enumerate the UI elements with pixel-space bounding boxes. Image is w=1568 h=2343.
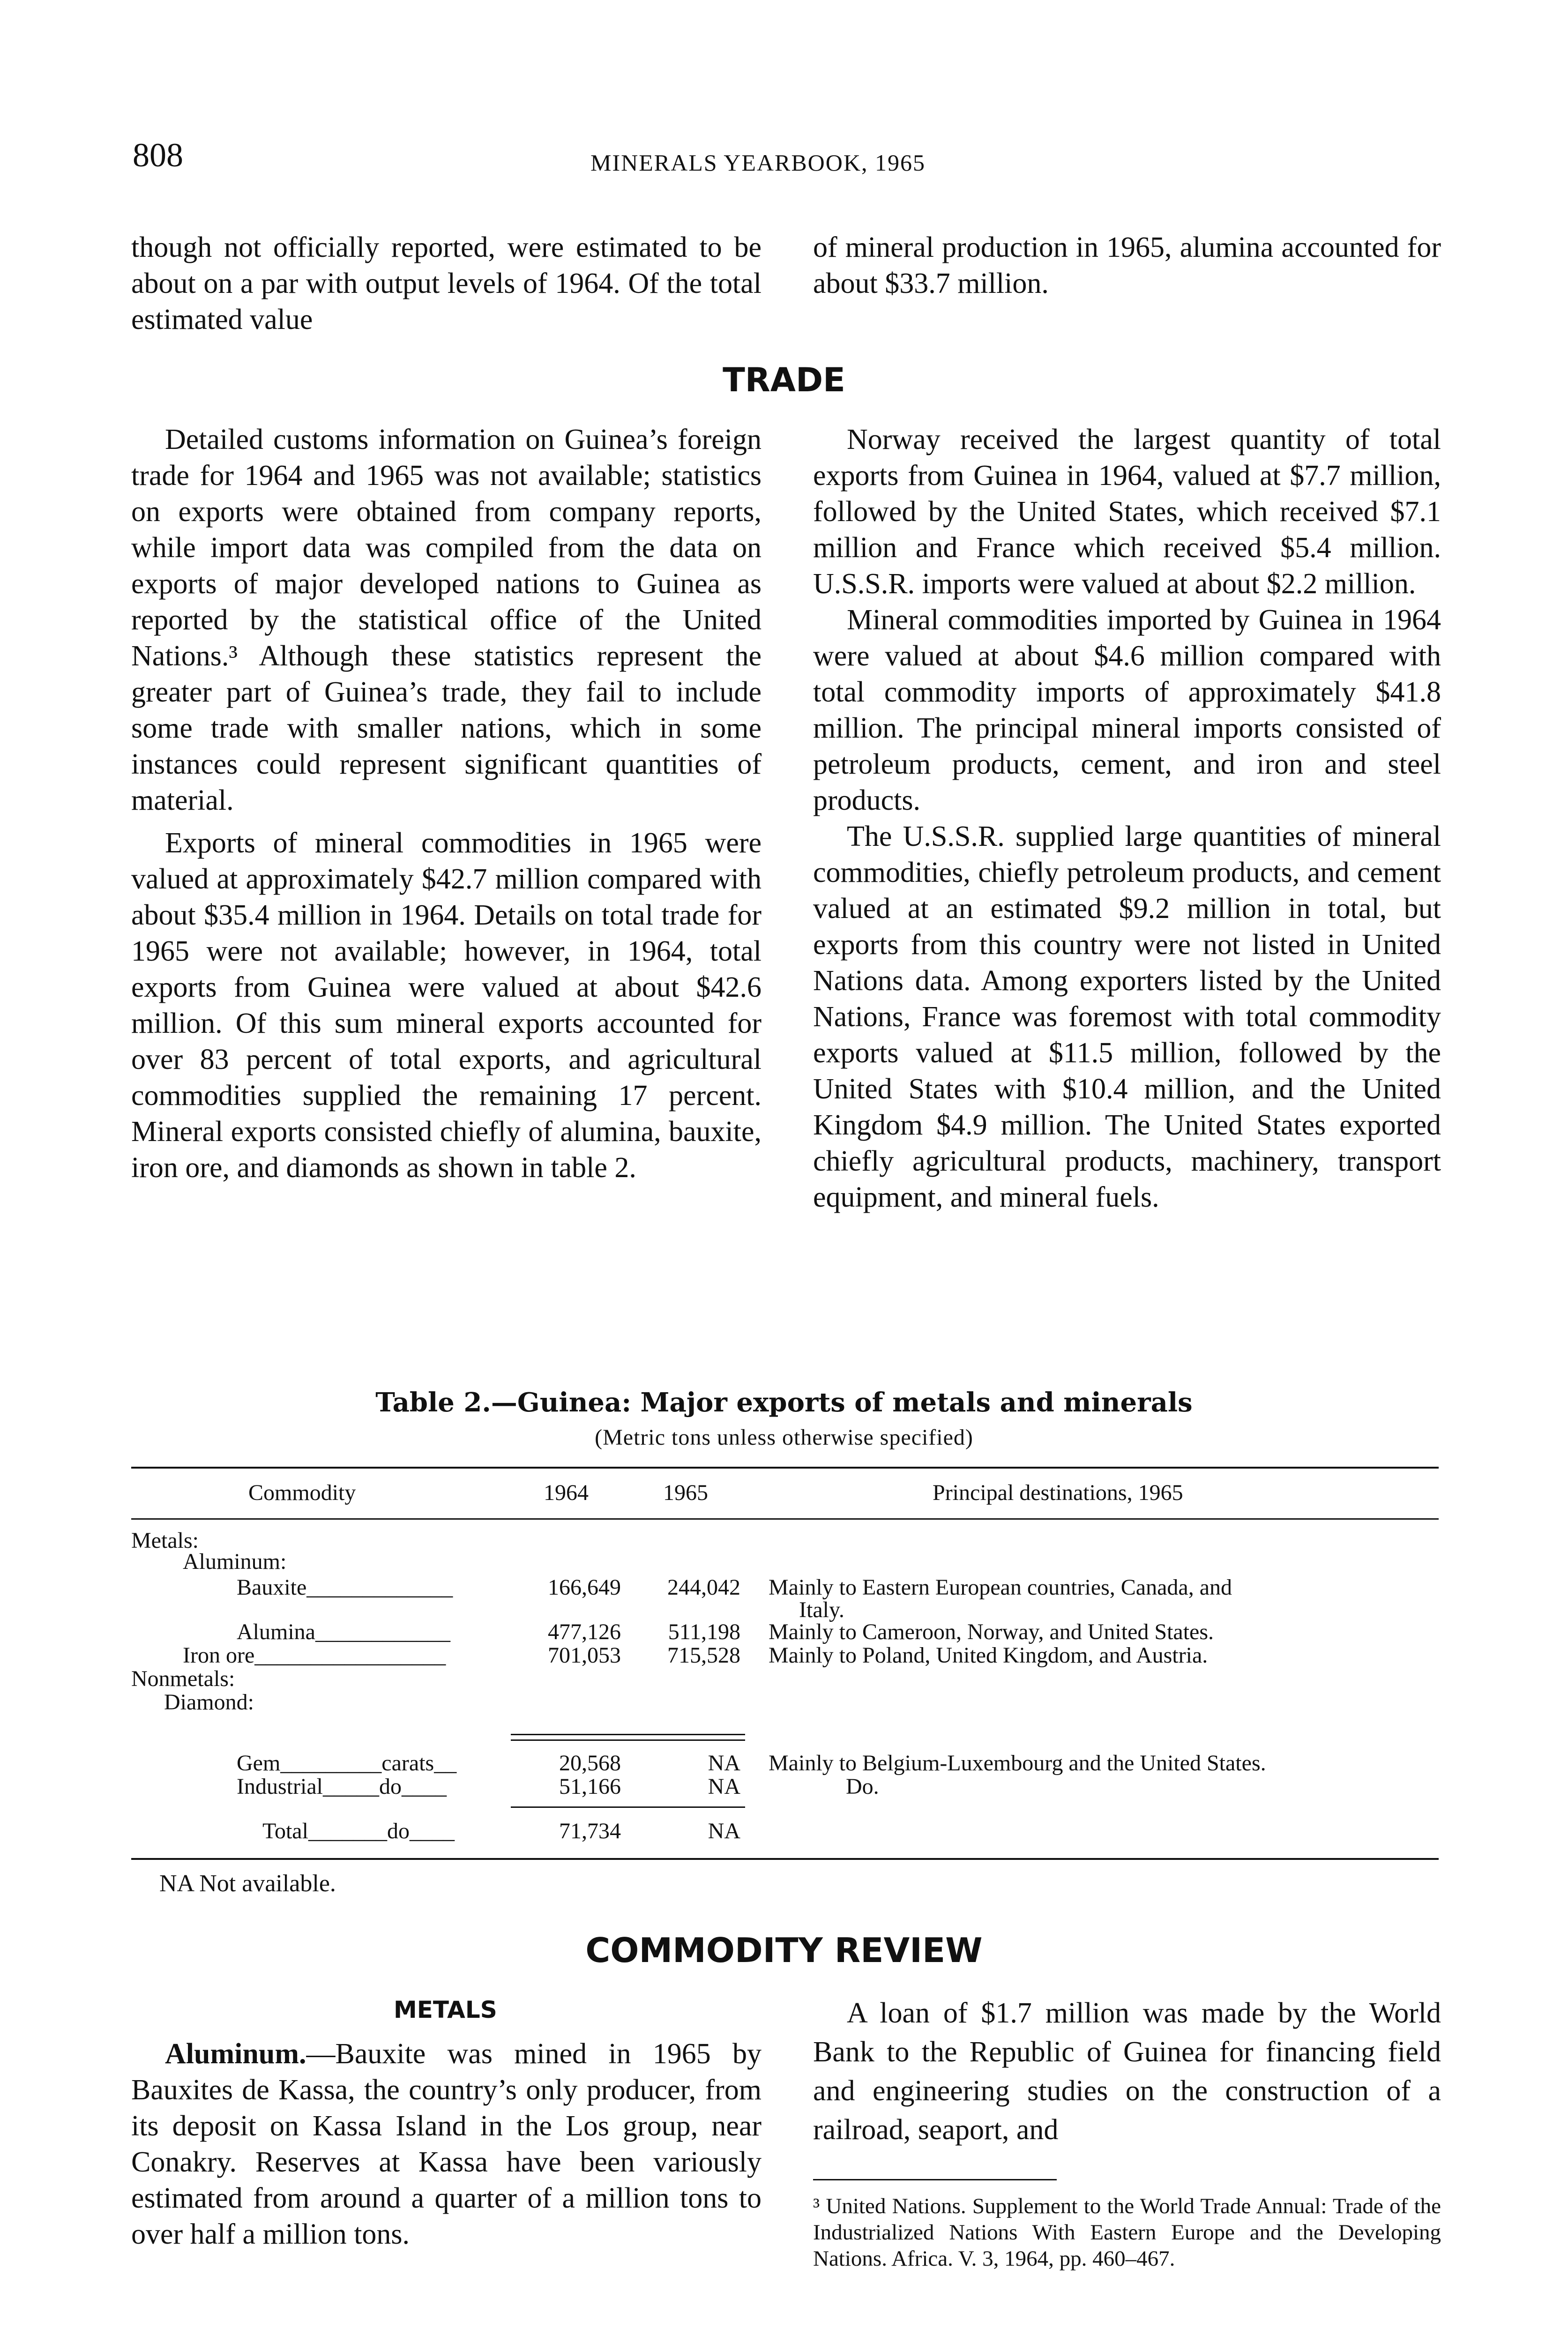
cell-gem-destination: Mainly to Belgium-Luxembourg and the United States. (769, 1751, 1266, 1776)
row-label-diamond: Diamond: (164, 1690, 254, 1715)
cell-iron-ore-destination: Mainly to Poland, United Kingdom, and Austria. (769, 1643, 1208, 1668)
cell-alumina-1965: 511,198 (668, 1619, 740, 1644)
trade-right-paragraph: Mineral commodities imported by Guinea in 1964 were valued at about $4.6 million compared with total commodity imports of approximately $41.8 million. The principal mineral imports consisted of petroleum products, cement, and iron and steel products. (813, 604, 1441, 816)
subtotal-rule (511, 1734, 745, 1735)
cell-bauxite-1964: 166,649 (548, 1575, 621, 1600)
cell-alumina-1964: 477,126 (548, 1619, 621, 1644)
trade-right-paragraph: The U.S.S.R. supplied large quantities of mineral commodities, chiefly petroleum products, and cement valued at an estimated $9.2 million in total, but exports from this country were not listed in United Nations data. Among exporters listed by the United Nations, France was foremost with total commodity exports valued at $11.5 million, followed by the United States with $10.4 million, and the United Kingdom $4.9 million. The United States exported chiefly agricultural products, machinery, transport equipment, and mineral fuels. (813, 821, 1441, 1213)
intro-right-text: of mineral production in 1965, alumina accounted for about $33.7 million. (813, 231, 1441, 299)
col-header-commodity: Commodity (248, 1480, 356, 1505)
cell-iron-ore-1965: 715,528 (667, 1643, 740, 1668)
trade-heading: TRADE (723, 361, 845, 399)
row-label-alumina: Alumina____________ (237, 1619, 450, 1644)
trade-right-paragraph: Norway received the largest quantity of total exports from Guinea in 1964, valued at $7.7 million, followed by the United States, which received $7.1 million and France which received $5.4 million. U.S.S.R. imports were valued at about $2.2 million. (813, 424, 1441, 600)
table-top-rule (131, 1467, 1439, 1469)
row-label-total: Total_______do____ (262, 1819, 455, 1843)
row-label-gem: Gem_________carats__ (237, 1751, 457, 1776)
footnote: ³ United Nations. Supplement to the World Trade Annual: Trade of the Industrialized Nations With Eastern Europe and the Developing Nations. Africa. V. 3, 1964, pp. 460–467. (813, 2194, 1441, 2271)
cell-gem-1964: 20,568 (559, 1751, 621, 1776)
page-number: 808 (133, 136, 183, 174)
aluminum-lead: Aluminum. (165, 2038, 306, 2070)
cell-total-1964: 71,734 (559, 1819, 621, 1843)
total-rule (511, 1806, 745, 1808)
row-label-metals: Metals: (131, 1528, 199, 1553)
trade-left-column (131, 422, 762, 1186)
aluminum-text: —Bauxite was mined in 1965 by Bauxites de Kassa, the country’s only producer, from its deposit on Kassa Island in the Los group, near Conakry. Reserves at Kassa have been variously estimated from around a quarter of a million tons to over half a million tons. (131, 2038, 762, 2250)
metals-subheading: METALS (394, 1996, 497, 2023)
intro-left-column (131, 230, 762, 338)
row-label-nonmetals: Nonmetals: (131, 1666, 235, 1691)
intro-right-column (813, 230, 1441, 302)
table-bottom-rule (131, 1858, 1439, 1860)
table-header-rule (131, 1518, 1439, 1520)
commodity-left-column (131, 2036, 762, 2253)
col-header-1965: 1965 (663, 1480, 708, 1505)
trade-left-paragraph: Detailed customs information on Guinea’s foreign trade for 1964 and 1965 was not available; statistics on exports were obtained from company reports, while import data was compiled from the data on exports of major developed nations to Guinea as reported by the statistical office of the United Nations.³ Although these statistics represent the greater part of Guinea’s trade, they fail to include some trade with smaller nations, which in some instances could represent significant quantities of material. (131, 424, 762, 816)
commodity-review-heading: COMMODITY REVIEW (585, 1931, 983, 1970)
trade-right-column (813, 422, 1441, 1216)
table-subtitle: (Metric tons unless otherwise specified) (595, 1425, 973, 1450)
subtotal-rule-double (511, 1739, 745, 1741)
running-title: MINERALS YEARBOOK, 1965 (590, 149, 926, 176)
cell-alumina-destination: Mainly to Cameroon, Norway, and United States. (769, 1619, 1214, 1644)
commodity-right-column (813, 1994, 1441, 2149)
row-label-iron-ore: Iron ore_________________ (183, 1643, 446, 1668)
trade-left-paragraph: Exports of mineral commodities in 1965 were valued at approximately $42.7 million compared with about $35.4 million in 1964. Details on total trade for 1965 were not available; however, in 1964, total exports from Guinea were valued at about $42.6 million. Of this sum mineral exports accounted for over 83 percent of total exports, and agricultural commodities supplied the remaining 17 percent. Mineral exports consisted chiefly of alumina, bauxite, iron ore, and diamonds as shown in table 2. (131, 827, 762, 1184)
table-title: Table 2.—Guinea: Major exports of metals and minerals (375, 1387, 1193, 1418)
cell-industrial-1964: 51,166 (559, 1774, 621, 1799)
col-header-1964: 1964 (544, 1480, 589, 1505)
loan-paragraph: A loan of $1.7 million was made by the World Bank to the Republic of Guinea for financing field and engineering studies on the construction of a railroad, seaport, and (813, 1997, 1441, 2146)
row-label-industrial: Industrial_____do____ (237, 1774, 447, 1799)
table-note: NA Not available. (159, 1870, 336, 1897)
row-label-aluminum: Aluminum: (183, 1549, 287, 1574)
footnote-rule (813, 2179, 1057, 2180)
cell-industrial-destination: Do. (846, 1774, 879, 1799)
col-header-destinations: Principal destinations, 1965 (933, 1480, 1183, 1505)
cell-bauxite-destination: Mainly to Eastern European countries, Canada, and (769, 1575, 1232, 1600)
cell-total-1965: NA (708, 1819, 740, 1843)
cell-industrial-1965: NA (708, 1774, 740, 1799)
cell-iron-ore-1964: 701,053 (548, 1643, 621, 1668)
cell-bauxite-1965: 244,042 (667, 1575, 740, 1600)
row-label-bauxite: Bauxite_____________ (237, 1575, 453, 1600)
intro-left-text: though not officially reported, were estimated to be about on a par with output levels of 1964. Of the total estimated value (131, 231, 762, 336)
cell-bauxite-destination-cont: Italy. (799, 1597, 844, 1622)
cell-gem-1965: NA (708, 1751, 740, 1776)
aluminum-paragraph (131, 2036, 762, 2253)
